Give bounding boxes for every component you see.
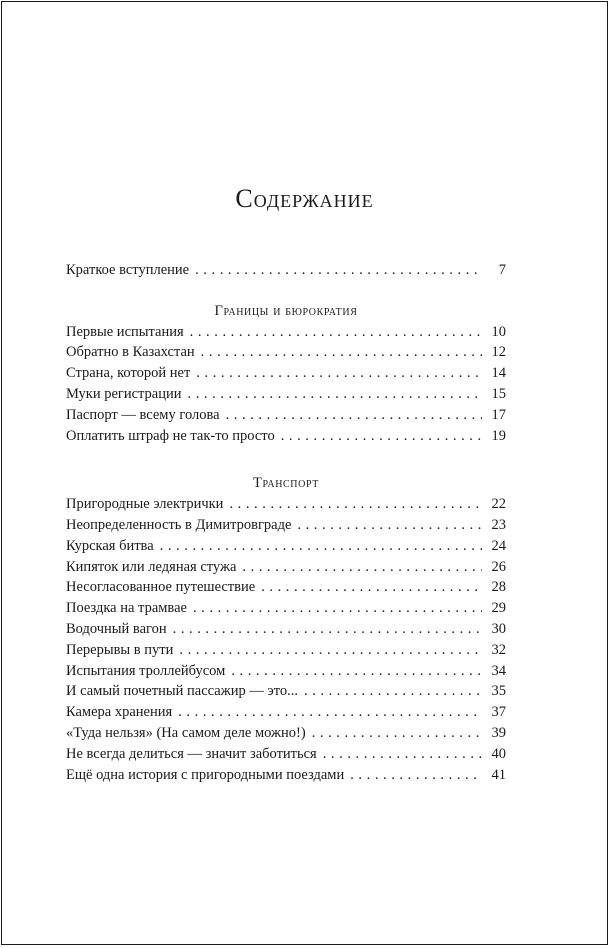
toc-entry-page: 22 [491, 496, 506, 513]
toc-entry[interactable] [66, 384, 506, 405]
dot-leader [173, 619, 482, 640]
section-list-transport [66, 494, 506, 785]
toc-entry-label: Пригородные электрички [66, 496, 224, 513]
toc-entry-page: 26 [491, 558, 506, 575]
page-title: Содержание [235, 184, 374, 213]
toc-entry[interactable] [66, 702, 506, 723]
toc-entry-label: «Туда нельзя» (На самом деле можно!) [66, 724, 306, 741]
toc-entry[interactable] [66, 619, 506, 640]
section-heading-transport: Транспорт [253, 475, 319, 492]
toc-entry-page: 35 [491, 683, 506, 700]
toc-entry-label: Кипяток или ледяная стужа [66, 558, 237, 575]
book-page [1, 1, 608, 945]
toc-entry[interactable] [66, 557, 506, 578]
section-heading-borders: Границы и бюрократия [214, 302, 358, 319]
dot-leader [229, 494, 482, 515]
toc-entry-label: Ещё одна история с пригородными поездами [66, 766, 345, 783]
toc-entry-page: 41 [491, 766, 506, 783]
toc-entry-page: 15 [491, 385, 506, 402]
toc-entry[interactable] [66, 577, 506, 598]
dot-leader [226, 405, 482, 426]
toc-entry-page: 29 [491, 600, 506, 617]
toc-entry[interactable] [66, 598, 506, 619]
toc-entry[interactable] [66, 661, 506, 682]
toc-entry-page: 24 [491, 537, 506, 554]
toc-entry-page: 37 [491, 704, 506, 721]
dot-leader [195, 260, 482, 281]
toc-entry[interactable] [66, 765, 506, 786]
toc-entry[interactable] [66, 681, 506, 702]
section-list-borders [66, 322, 506, 447]
dot-leader [188, 384, 482, 405]
toc-entry-page: 23 [491, 516, 506, 533]
toc-entry-page: 32 [491, 641, 506, 658]
toc-entry-page: 40 [491, 745, 506, 762]
toc-entry-label: Не всегда делиться — значит заботиться [66, 745, 317, 762]
toc-entry-page: 19 [491, 427, 506, 444]
toc-entry-page: 10 [491, 323, 506, 340]
toc-entry[interactable] [66, 515, 506, 536]
toc-entry-page: 34 [491, 662, 506, 679]
toc-entry[interactable] [66, 536, 506, 557]
dot-leader [190, 322, 482, 343]
dot-leader [201, 342, 482, 363]
toc-entry-label: Поездка на трамвае [66, 600, 187, 617]
toc-entry-intro[interactable] [66, 260, 506, 281]
toc-entry-label: Камера хранения [66, 704, 173, 721]
toc-entry-label: Несогласованное путешествие [66, 579, 256, 596]
toc-entry[interactable] [66, 640, 506, 661]
dot-leader [178, 702, 482, 723]
toc-entry-label: Испытания троллейбусом [66, 662, 226, 679]
toc-entry[interactable] [66, 405, 506, 426]
toc-entry-label: Первые испытания [66, 323, 184, 340]
dot-leader [297, 515, 482, 536]
toc-entry-page: 14 [491, 365, 506, 382]
toc-entry-page: 17 [491, 406, 506, 423]
toc-entry[interactable] [66, 494, 506, 515]
dot-leader [304, 681, 482, 702]
dot-leader [179, 640, 482, 661]
toc-entry-label: Краткое вступление [66, 262, 190, 278]
toc-entry-label: И самый почетный пассажир — это... [66, 683, 298, 700]
toc-entry-label: Оплатить штраф не так-то просто [66, 427, 275, 444]
dot-leader [196, 363, 482, 384]
toc-entry-page: 30 [491, 620, 506, 637]
dot-leader [231, 661, 482, 682]
toc-entry-label: Неопределенность в Димитровграде [66, 516, 292, 533]
dot-leader [242, 557, 482, 578]
toc-entry-label: Страна, которой нет [66, 365, 191, 382]
toc-entry-label: Водочный вагон [66, 620, 167, 637]
toc-entry[interactable] [66, 342, 506, 363]
dot-leader [261, 577, 482, 598]
toc-entry-label: Курская битва [66, 537, 154, 554]
dot-leader [281, 426, 482, 447]
toc-entry[interactable] [66, 723, 506, 744]
toc-entry-page: 7 [498, 262, 506, 278]
toc-entry-label: Муки регистрации [66, 385, 182, 402]
toc-entry-label: Перерывы в пути [66, 641, 174, 658]
dot-leader [323, 744, 482, 765]
table-of-contents [66, 260, 506, 785]
toc-entry-page: 28 [491, 579, 506, 596]
toc-entry[interactable] [66, 426, 506, 447]
toc-entry[interactable] [66, 322, 506, 343]
toc-entry-page: 39 [491, 724, 506, 741]
dot-leader [312, 723, 482, 744]
dot-leader [193, 598, 482, 619]
toc-entry[interactable] [66, 744, 506, 765]
dot-leader [160, 536, 482, 557]
dot-leader [350, 765, 482, 786]
toc-entry-label: Обратно в Казахстан [66, 344, 195, 361]
toc-entry[interactable] [66, 363, 506, 384]
toc-entry-label: Паспорт — всему голова [66, 406, 220, 423]
toc-entry-page: 12 [491, 344, 506, 361]
